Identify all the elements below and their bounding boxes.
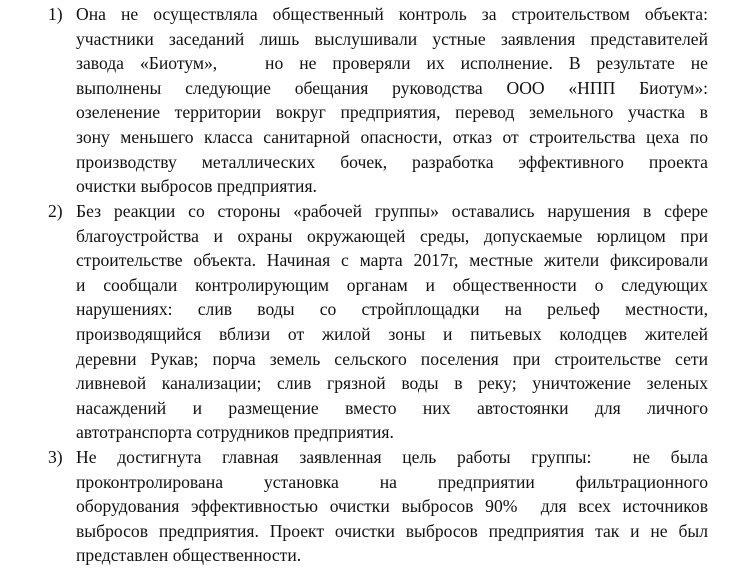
text-line: и сообщали контролирующим органам и общественности о следующих — [76, 274, 708, 295]
text-line: Не достигнута главная заявленная цель работы группы: не была — [76, 447, 708, 467]
text-line: выполнены следующие обещания руководства ООО «НПП Биотум»: — [76, 77, 708, 98]
text-line: выбросов предприятия. Проект очистки выбросов предприятия так и не был — [76, 520, 708, 541]
text-line: очистки выбросов предприятия. — [76, 176, 317, 197]
text-line: нарушениях: слив воды со стройплощадки на рельеф местности, — [76, 299, 708, 320]
text-line: Она не осуществляла общественный контроль за строительством объекта: — [76, 4, 708, 24]
text-line: завода «Биотум», но не проверяли их исполнение. В результате не — [76, 53, 708, 74]
text-line: производству металлических бочек, разработка эффективного проекта — [76, 151, 708, 172]
text-line: строительстве объекта. Начиная с марта 2017г, местные жители фиксировали — [76, 250, 708, 271]
text-line: автотранспорта сотрудников предприятия. — [76, 422, 394, 443]
text-line: производящийся вблизи от жилой зоны и питьевых колодцев жителей — [76, 324, 708, 344]
text-line: Без реакции со стороны «рабочей группы» оставались нарушения в сфере — [76, 201, 708, 221]
list-number: 1) — [48, 4, 63, 24]
text-line: оборудования эффективностью очистки выбросов 90% для всех источников — [76, 496, 708, 517]
text-line: ливневой канализации; слив грязной воды в реку; уничтожение зеленых — [76, 373, 708, 394]
text-line: озеленение территории вокруг предприятия, перевод земельного участка в — [76, 102, 708, 123]
text-line: проконтролирована установка на предприятии фильтрационного — [76, 471, 708, 492]
list-number: 3) — [48, 447, 63, 467]
list-number: 2) — [48, 201, 63, 221]
text-line: зону меньшего класса санитарной опасности, отказ от строительства цеха по — [76, 127, 708, 147]
text-line: участники заседаний лишь выслушивали устные заявления представителей — [76, 28, 708, 49]
text-line: благоустройства и охраны окружающей среды, допускаемые юрлицом при — [76, 225, 708, 246]
text-line: деревни Рукав; порча земель сельского поселения при строительстве сети — [76, 348, 708, 369]
text-line: представлен общественности. — [76, 545, 302, 566]
text-line: насаждений и размещение вместо них автостоянки для личного — [76, 397, 708, 418]
